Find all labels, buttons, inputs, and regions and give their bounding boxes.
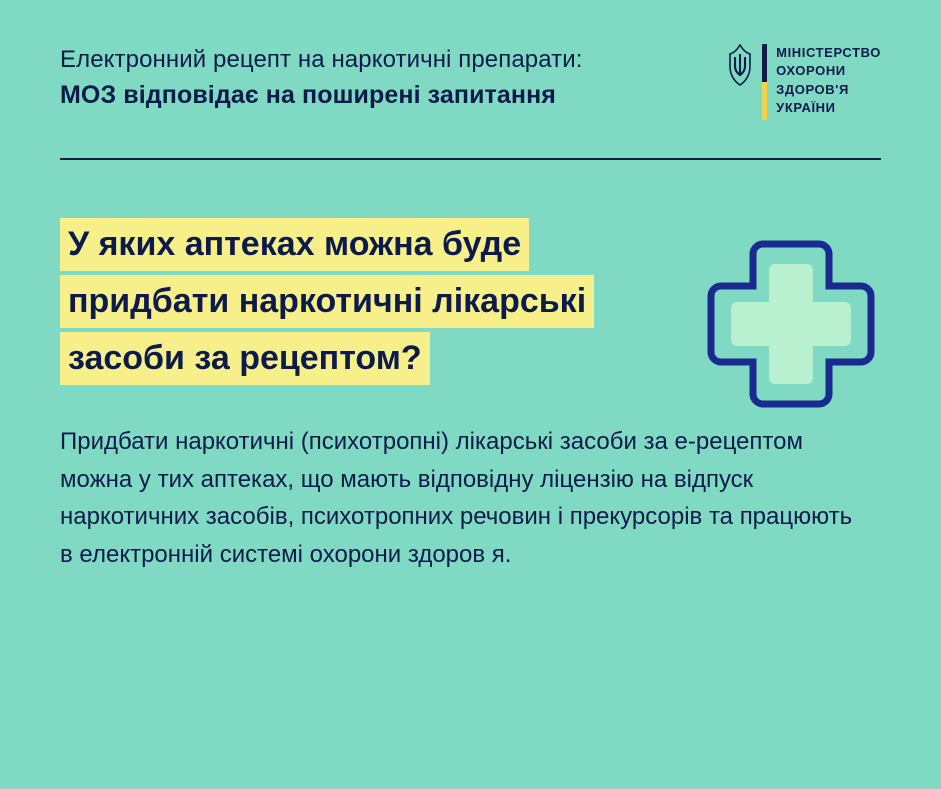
page-title-line-1: Електронний рецепт на наркотичні препарати:	[60, 46, 583, 73]
logo-wordmark	[776, 44, 881, 118]
logo-line-4: УКРАЇНИ	[776, 100, 836, 116]
answer-text: Придбати наркотичні (психотропні) лікарські засоби за е-рецептом можна у тих аптеках, що мають відповідну ліцензію на відпуск наркотичних засобів, психотропних речовин і прекурсорів та працюють в електронній системі охорони здоров я.	[60, 427, 853, 569]
question-block	[60, 218, 700, 385]
header-text	[60, 42, 583, 113]
header	[60, 42, 881, 120]
logo-line-1: МІНІСТЕРСТВО	[776, 45, 881, 60]
question-line: придбати наркотичні лікарські	[60, 275, 594, 328]
ukraine-trident-icon	[727, 44, 753, 86]
logo-line-3: ЗДОРОВ'Я	[776, 81, 849, 97]
page-title-line-2: МОЗ відповідає на поширені запитання	[60, 81, 556, 110]
header-divider	[60, 158, 881, 160]
moz-logo	[727, 42, 881, 120]
flag-bar-icon	[762, 44, 767, 120]
question-line: засоби за рецептом?	[60, 332, 430, 385]
logo-line-2: ОХОРОНИ	[776, 63, 846, 79]
medical-cross-icon	[703, 236, 879, 412]
question-line: У яких аптеках можна буде	[60, 218, 529, 271]
